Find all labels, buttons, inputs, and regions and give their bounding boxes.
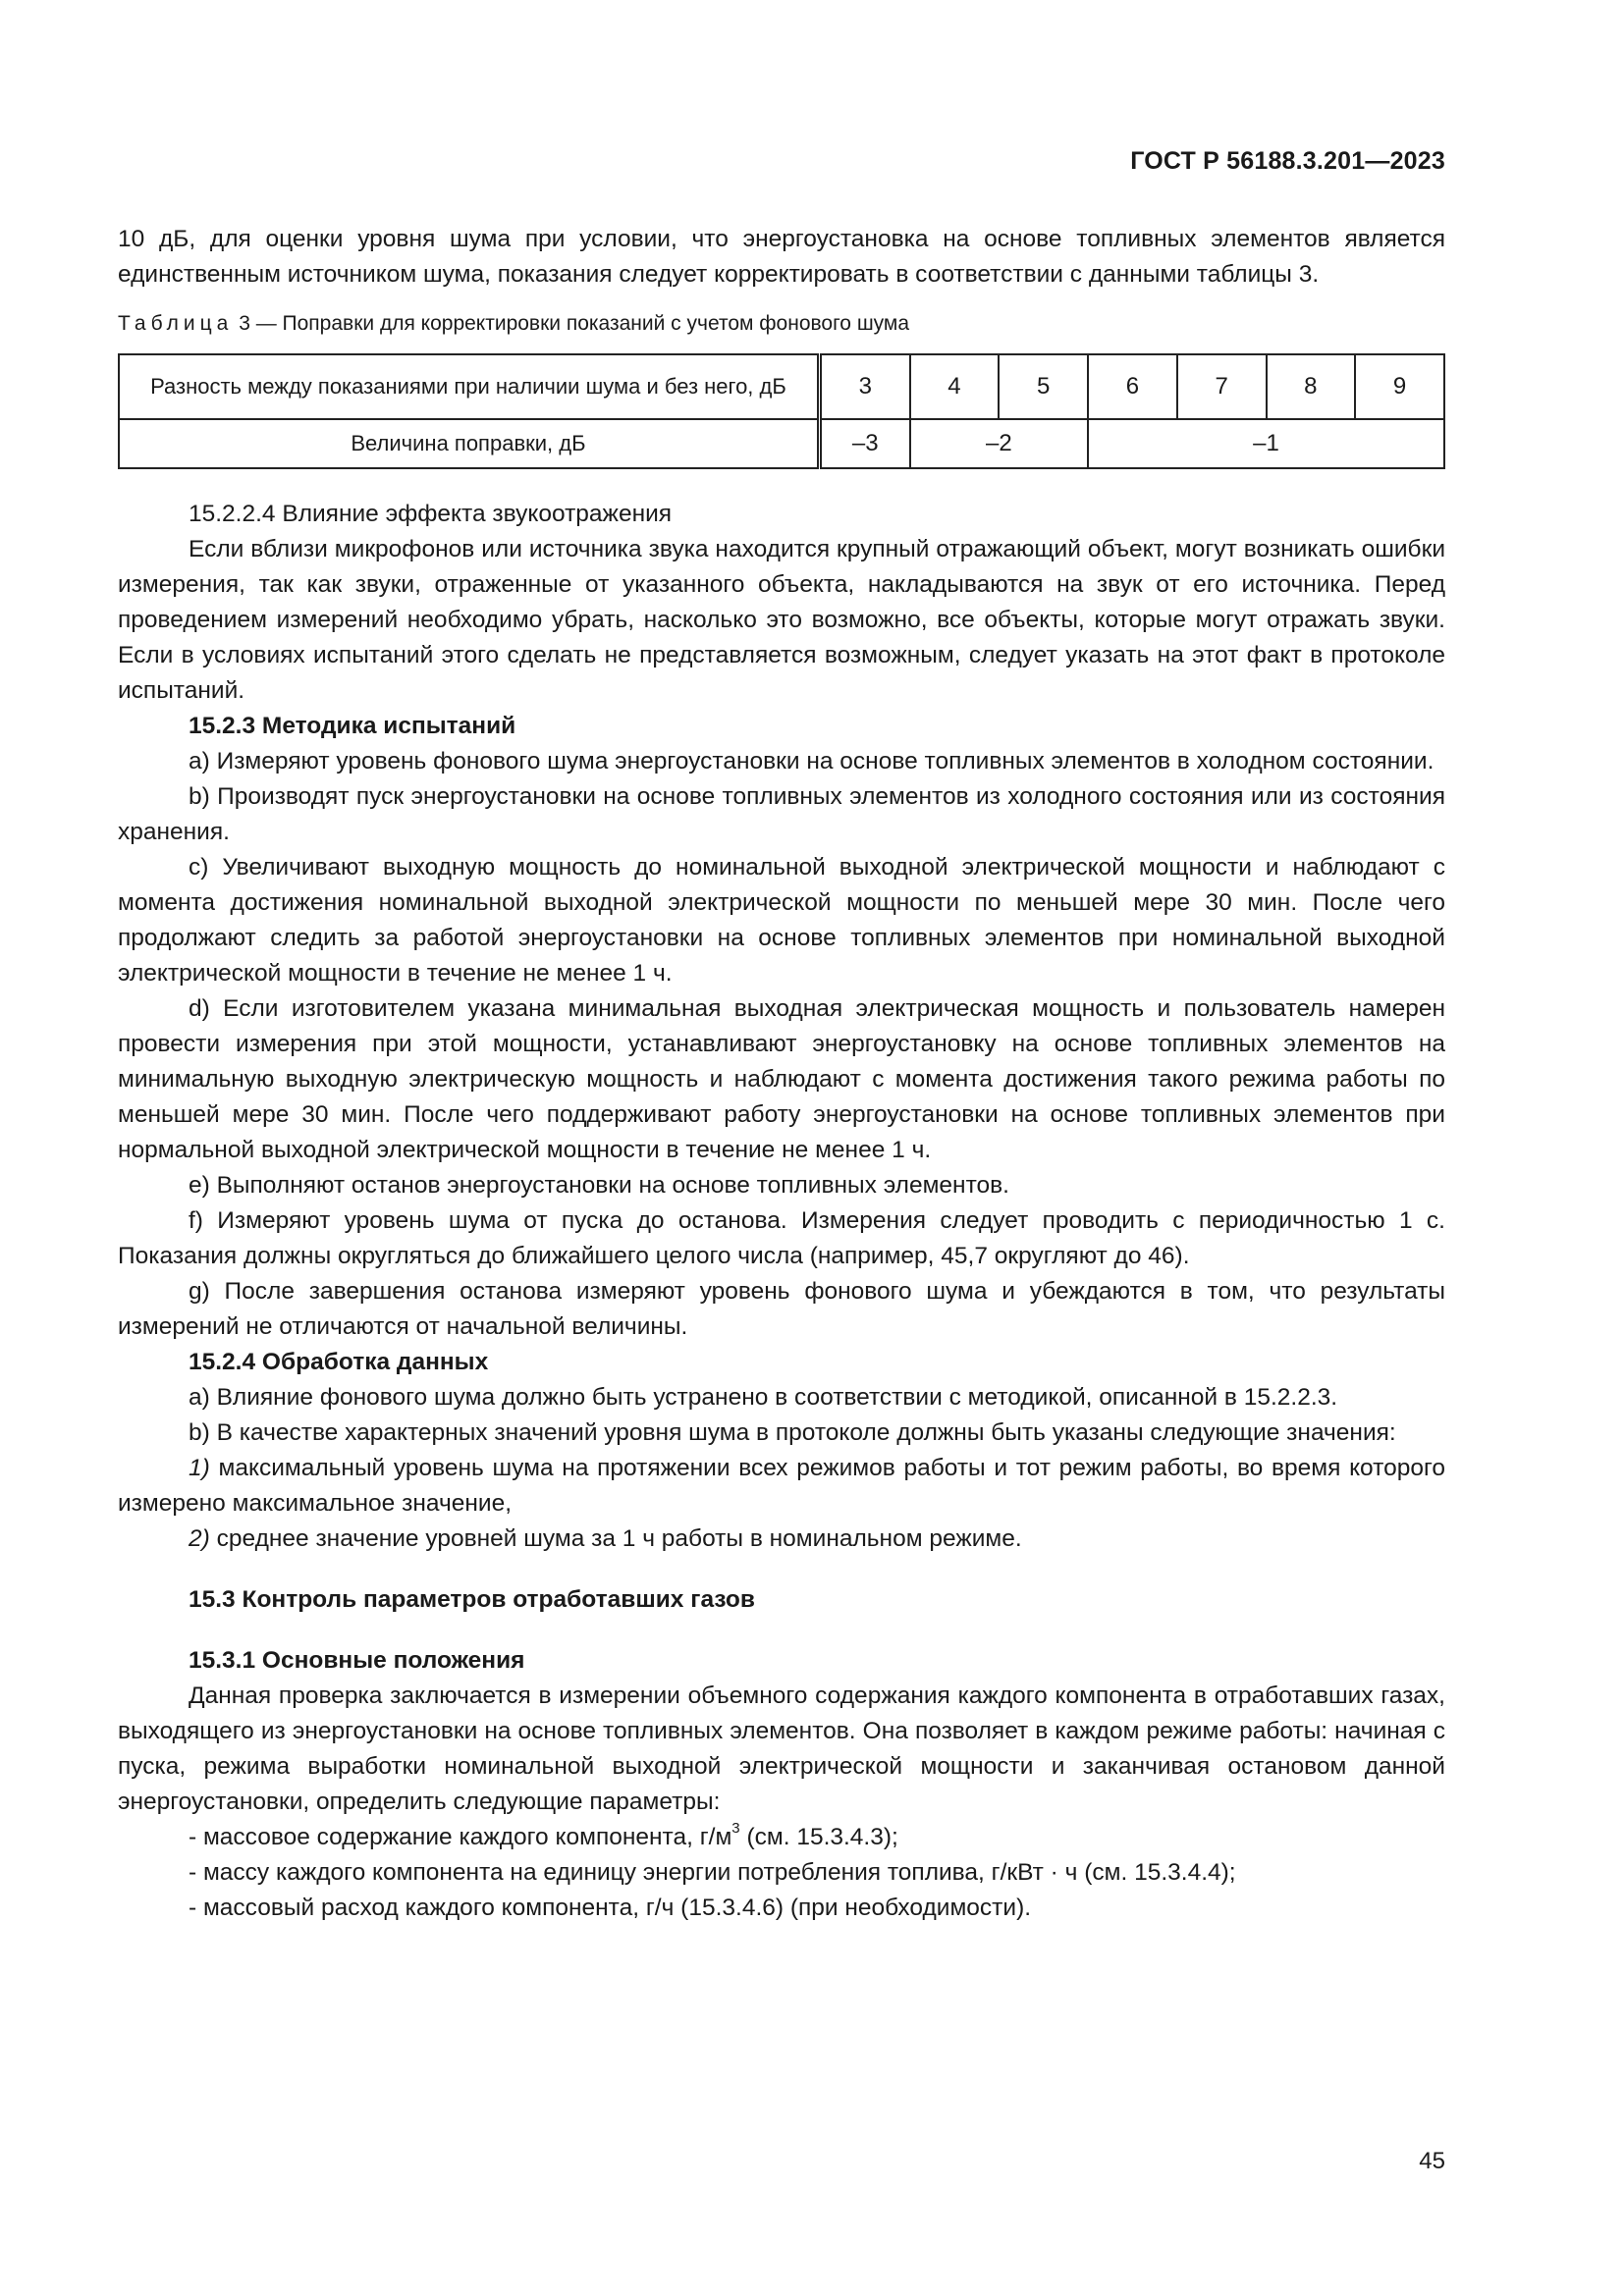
sub-list-item [118,1451,1445,1522]
table-caption-prefix: Таблица [118,312,234,335]
table-cell: 7 [1177,354,1267,419]
sub-list-number: 1) [189,1455,210,1481]
section-heading-15-3-1: 15.3.1 Основные положения [189,1647,525,1674]
table-cell: 6 [1088,354,1177,419]
table-cell: 3 [819,354,909,419]
list-item: b) В качестве характерных значений уровня шума в протоколе должны быть указаны следующие значения: [189,1419,1396,1446]
table-row [119,354,1444,419]
dash-list [118,1820,1445,1926]
table-cell: 4 [910,354,1000,419]
table-cell: 8 [1267,354,1356,419]
superscript: 3 [731,1819,740,1837]
list-item: a) Измеряют уровень фонового шума энергоустановки на основе топливных элементов в холодном состоянии. [189,748,1435,774]
dash-list-text: - массовое содержание каждого компонента, г/м [189,1824,732,1850]
table-caption [118,306,1445,342]
table-caption-text: 3 — Поправки для корректировки показаний с учетом фонового шума [239,312,910,335]
sub-list-text: среднее значение уровней шума за 1 ч работы в номинальном режиме. [209,1525,1022,1552]
list-item: g) После завершения останова измеряют уровень фонового шума и убеждаются в том, что результаты измерений не отличаются от начальной величины. [118,1278,1445,1340]
sub-list-number: 2) [189,1525,210,1552]
dash-list-text: (см. 15.3.4.3); [739,1824,898,1850]
section-heading-15-2-2-4: 15.2.2.4 Влияние эффекта звукоотражения [189,501,673,527]
section-heading-15-3: 15.3 Контроль параметров отработавших газов [189,1586,755,1613]
table-cell-label: Величина поправки, дБ [119,419,819,468]
correction-table [118,353,1445,469]
table-cell-label: Разность между показаниями при наличии шума и без него, дБ [119,354,819,419]
list-item: c) Увеличивают выходную мощность до номинальной выходной электрической мощности и наблюдают с момента достижения номинальной выходной электрической мощности по меньшей мере 30 мин. После чего продолжают следить за работой энергоустановки на основе топливных элементов при номинальной выходной электрической мощности в течение не менее 1 ч. [118,854,1445,987]
document-body [118,222,1445,1926]
table-cell: –3 [819,419,909,468]
dash-list-item [118,1820,1445,1855]
section-heading-15-2-3: 15.2.3 Методика испытаний [189,713,516,739]
list-item: f) Измеряют уровень шума от пуска до останова. Измерения следует проводить с периодичностью 1 с. Показания должны округляться до ближайшего целого числа (например, 45,7 округляют до 46). [118,1207,1445,1269]
list-item: a) Влияние фонового шума должно быть устранено в соответствии с методикой, описанной в 15.2.2.3. [189,1384,1338,1411]
dash-list-item: - массовый расход каждого компонента, г/ч (15.3.4.6) (при необходимости). [189,1895,1032,1921]
sub-list-item [118,1522,1445,1557]
sub-list-text: максимальный уровень шума на протяжении всех режимов работы и тот режим работы, во время которого измерено максимальное значение, [118,1455,1445,1517]
table-cell: 9 [1355,354,1444,419]
dash-list-item: - массу каждого компонента на единицу энергии потребления топлива, г/кВт · ч (см. 15.3.4.4); [189,1859,1236,1886]
paragraph: Если вблизи микрофонов или источника звука находится крупный отражающий объект, могут возникать ошибки измерения, так как звуки, отраженные от указанного объекта, накладываются на звук от его источника. Перед проведением измерений необходимо убрать, насколько это возможно, все объекты, которые могут отражать звуки. Если в условиях испытаний этого сделать не представляется возможным, следует указать на этот факт в протоколе испытаний. [118,536,1445,704]
table-cell: –1 [1088,419,1444,468]
table-row [119,419,1444,468]
list-item: b) Производят пуск энергоустановки на основе топливных элементов из холодного состояния или из состояния хранения. [118,783,1445,845]
table-cell: –2 [910,419,1088,468]
paragraph: Данная проверка заключается в измерении объемного содержания каждого компонента в отработавших газах, выходящего из энергоустановки на основе топливных элементов. Она позволяет в каждом режиме работы: начиная с пуска, режима выработки номинальной выходной электрической мощности и заканчивая остановом данной энергоустановки, определить следующие параметры: [118,1682,1445,1815]
list-item: d) Если изготовителем указана минимальная выходная электрическая мощность и пользователь намерен провести измерения при этой мощности, устанавливают энергоустановку на основе топливных элементов на минимальную выходную электрическую мощность и наблюдают с момента достижения такого режима работы по меньшей мере 30 мин. После чего поддерживают работу энергоустановки на основе топливных элементов при нормальной выходной электрической мощности в течение не менее 1 ч. [118,995,1445,1163]
table-cell: 5 [999,354,1088,419]
list-item: e) Выполняют останов энергоустановки на основе топливных элементов. [189,1172,1009,1199]
document-header: ГОСТ Р 56188.3.201—2023 [1130,147,1445,175]
section-heading-15-2-4: 15.2.4 Обработка данных [189,1349,489,1375]
page-number: 45 [1419,2148,1445,2174]
intro-paragraph: 10 дБ, для оценки уровня шума при условии, что энергоустановка на основе топливных элементов является единственным источником шума, показания следует корректировать в соответствии с данными таблицы 3. [118,226,1445,288]
